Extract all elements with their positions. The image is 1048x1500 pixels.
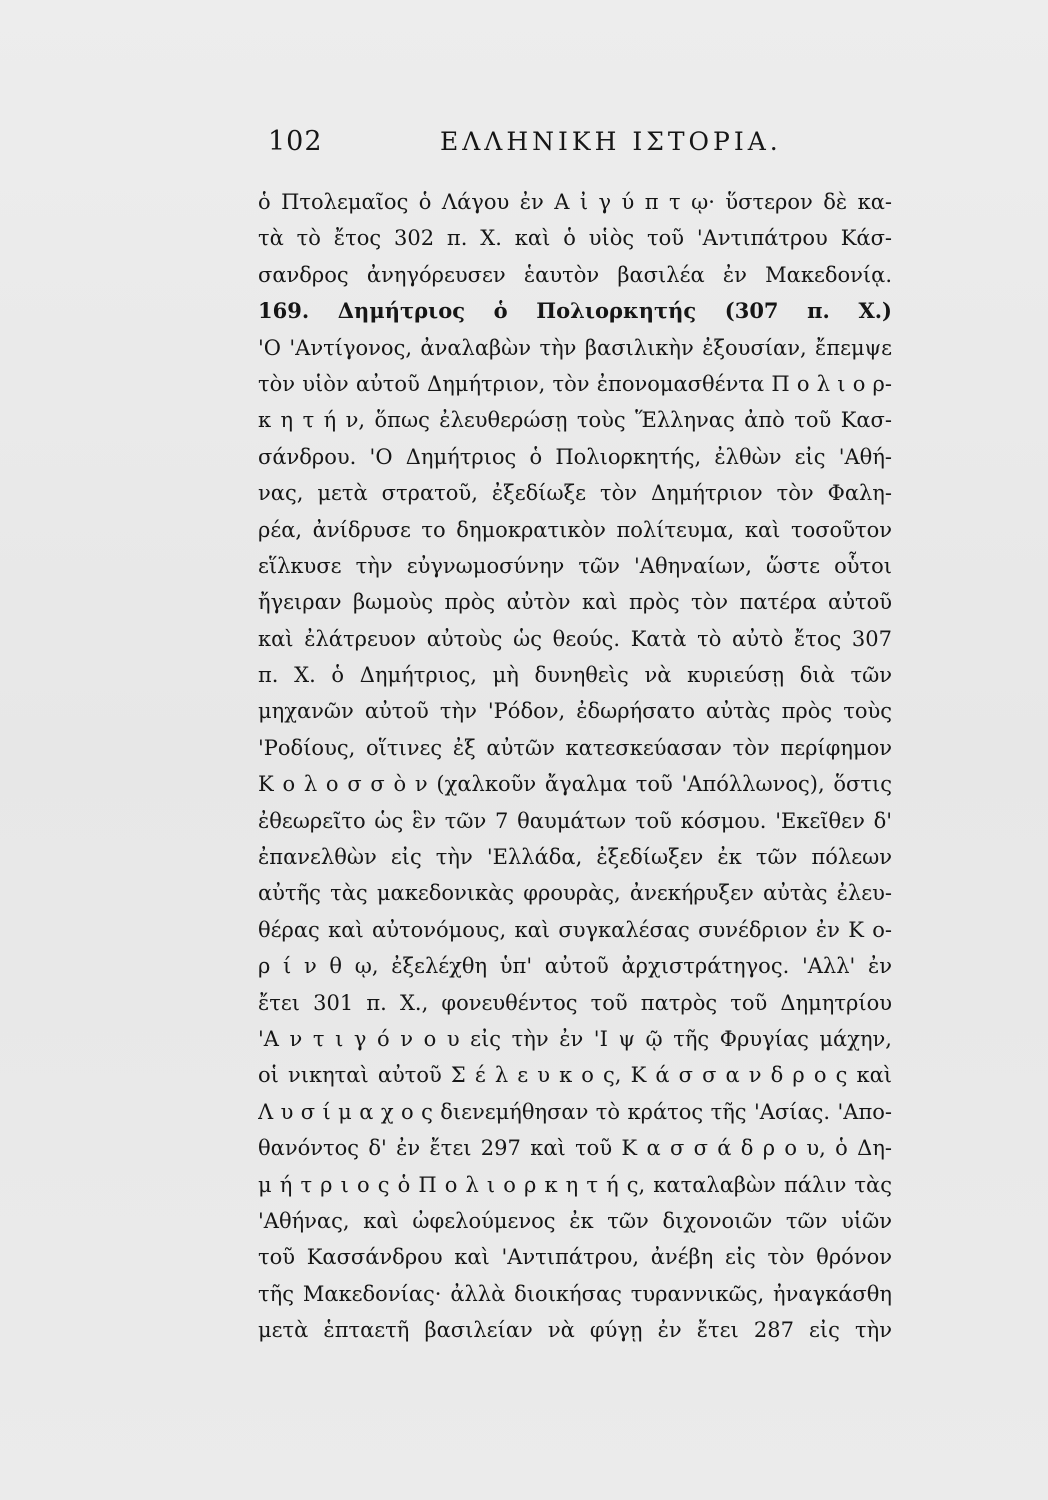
text-line: σανδρος ἀνηγόρευσεν ἑαυτὸν βασιλέα ἐν Μακεδονίᾳ. bbox=[258, 262, 892, 287]
text-line: Κ ο λ ο σ σ ὸ ν (χαλκοῦν ἄγαλμα τοῦ 'Απόλλωνος), ὅστις bbox=[258, 772, 892, 797]
body-text bbox=[258, 184, 892, 1343]
text-line: μετὰ ἑπταετῆ βασιλείαν νὰ φύγῃ ἐν ἔτει 287 εἰς τὴν bbox=[258, 1318, 892, 1343]
text-line: θανόντος δ' ἐν ἔτει 297 καὶ τοῦ Κ α σ σ ά δ ρ ο υ, ὁ Δη- bbox=[258, 1136, 892, 1161]
text-line: μ ή τ ρ ι ο ς ὁ Π ο λ ι ο ρ κ η τ ή ς, καταλαβὼν πάλιν τὰς bbox=[258, 1172, 892, 1197]
text-line: σάνδρου. 'Ο Δημήτριος ὁ Πολιορκητής, ἐλθὼν εἰς 'Αθή- bbox=[258, 444, 892, 469]
text-line: νας, μετὰ στρατοῦ, ἐξεδίωξε τὸν Δημήτριον τὸν Φαλη- bbox=[258, 481, 892, 506]
text-line: 'Ροδίους, οἵτινες ἐξ αὐτῶν κατεσκεύασαν τὸν περίφημον bbox=[258, 735, 892, 760]
text-line: π. Χ. ὁ Δημήτριος, μὴ δυνηθεὶς νὰ κυριεύσῃ διὰ τῶν bbox=[258, 663, 892, 688]
text-line: τὸν υἱὸν αὐτοῦ Δημήτριον, τὸν ἐπονομασθέντα Π ο λ ι ο ρ- bbox=[258, 371, 892, 396]
text-line: εἵλκυσε τὴν εὐγνωμοσύνην τῶν 'Αθηναίων, ὥστε οὗτοι bbox=[258, 553, 892, 578]
text-line: ὁ Πτολεμαῖος ὁ Λάγου ἐν Α ἰ γ ύ π τ ῳ· ὕστερον δὲ κα- bbox=[258, 190, 892, 214]
text-line: θέρας καὶ αὐτονόμους, καὶ συγκαλέσας συνέδριον ἐν Κ ο- bbox=[258, 917, 892, 942]
text-line: ἤγειραν βωμοὺς πρὸς αὐτὸν καὶ πρὸς τὸν πατέρα αὐτοῦ bbox=[258, 590, 892, 615]
text-line: ἐθεωρεῖτο ὡς ἓν τῶν 7 θαυμάτων τοῦ κόσμου. 'Εκεῖθεν δ' bbox=[258, 808, 892, 833]
text-line: ἔτει 301 π. Χ., φονευθέντος τοῦ πατρὸς τοῦ Δημητρίου bbox=[258, 990, 892, 1015]
text-line: μηχανῶν αὐτοῦ τὴν 'Ρόδον, ἐδωρήσατο αὐτὰς πρὸς τοὺς bbox=[258, 699, 892, 724]
text-line: Λ υ σ ί μ α χ ο ς διενεμήθησαν τὸ κράτος τῆς 'Ασίας. 'Απο- bbox=[258, 1099, 892, 1124]
text-line: τῆς Μακεδονίας· ἀλλὰ διοικήσας τυραννικῶς, ἠναγκάσθη bbox=[258, 1281, 892, 1306]
text-line: καὶ ἐλάτρευον αὐτοὺς ὡς θεούς. Κατὰ τὸ αὐτὸ ἔτος 307 bbox=[258, 626, 892, 651]
running-title: ΕΛΛΗΝΙΚΗ ΙΣΤΟΡΙΑ. bbox=[440, 127, 782, 156]
page-number: 102 bbox=[268, 126, 323, 157]
text-line: αὐτῆς τὰς μακεδονικὰς φρουρὰς, ἀνεκήρυξεν αὐτὰς ἐλευ- bbox=[258, 881, 892, 906]
text-line: 'Ο 'Αντίγονος, ἀναλαβὼν τὴν βασιλικὴν ἐξουσίαν, ἔπεμψε bbox=[258, 335, 892, 360]
text-line: ρ ί ν θ ῳ, ἐξελέχθη ὑπ' αὐτοῦ ἀρχιστράτηγος. 'Αλλ' ἐν bbox=[258, 954, 892, 979]
text-line: 'Αθήνας, καὶ ὠφελούμενος ἐκ τῶν διχονοιῶν τῶν υἱῶν bbox=[258, 1208, 892, 1233]
text-line: τὰ τὸ ἔτος 302 π. Χ. καὶ ὁ υἱὸς τοῦ 'Αντιπάτρου Κάσ- bbox=[258, 226, 892, 251]
text-line: ἐπανελθὼν εἰς τὴν 'Ελλάδα, ἐξεδίωξεν ἐκ τῶν πόλεων bbox=[258, 845, 892, 870]
text-line: κ η τ ή ν, ὅπως ἐλευθερώσῃ τοὺς Ἕλληνας ἀπὸ τοῦ Κασ- bbox=[258, 408, 892, 433]
text-line: 'Α ν τ ι γ ό ν ο υ εἰς τὴν ἐν 'Ι ψ ῷ τῆς Φρυγίας μάχην, bbox=[258, 1026, 892, 1051]
page-header bbox=[268, 126, 888, 170]
text-line: τοῦ Κασσάνδρου καὶ 'Αντιπάτρου, ἀνέβη εἰς τὸν θρόνον bbox=[258, 1245, 892, 1270]
text-line: οἱ νικηταὶ αὐτοῦ Σ έ λ ε υ κ ο ς, Κ ά σ σ α ν δ ρ ο ς καὶ bbox=[258, 1063, 892, 1088]
text-line: ρέα, ἀνίδρυσε το δημοκρατικὸν πολίτευμα, καὶ τοσοῦτον bbox=[258, 517, 892, 542]
section-heading: 169. Δημήτριος ὁ Πολιορκητής (307 π. Χ.) bbox=[258, 298, 892, 324]
